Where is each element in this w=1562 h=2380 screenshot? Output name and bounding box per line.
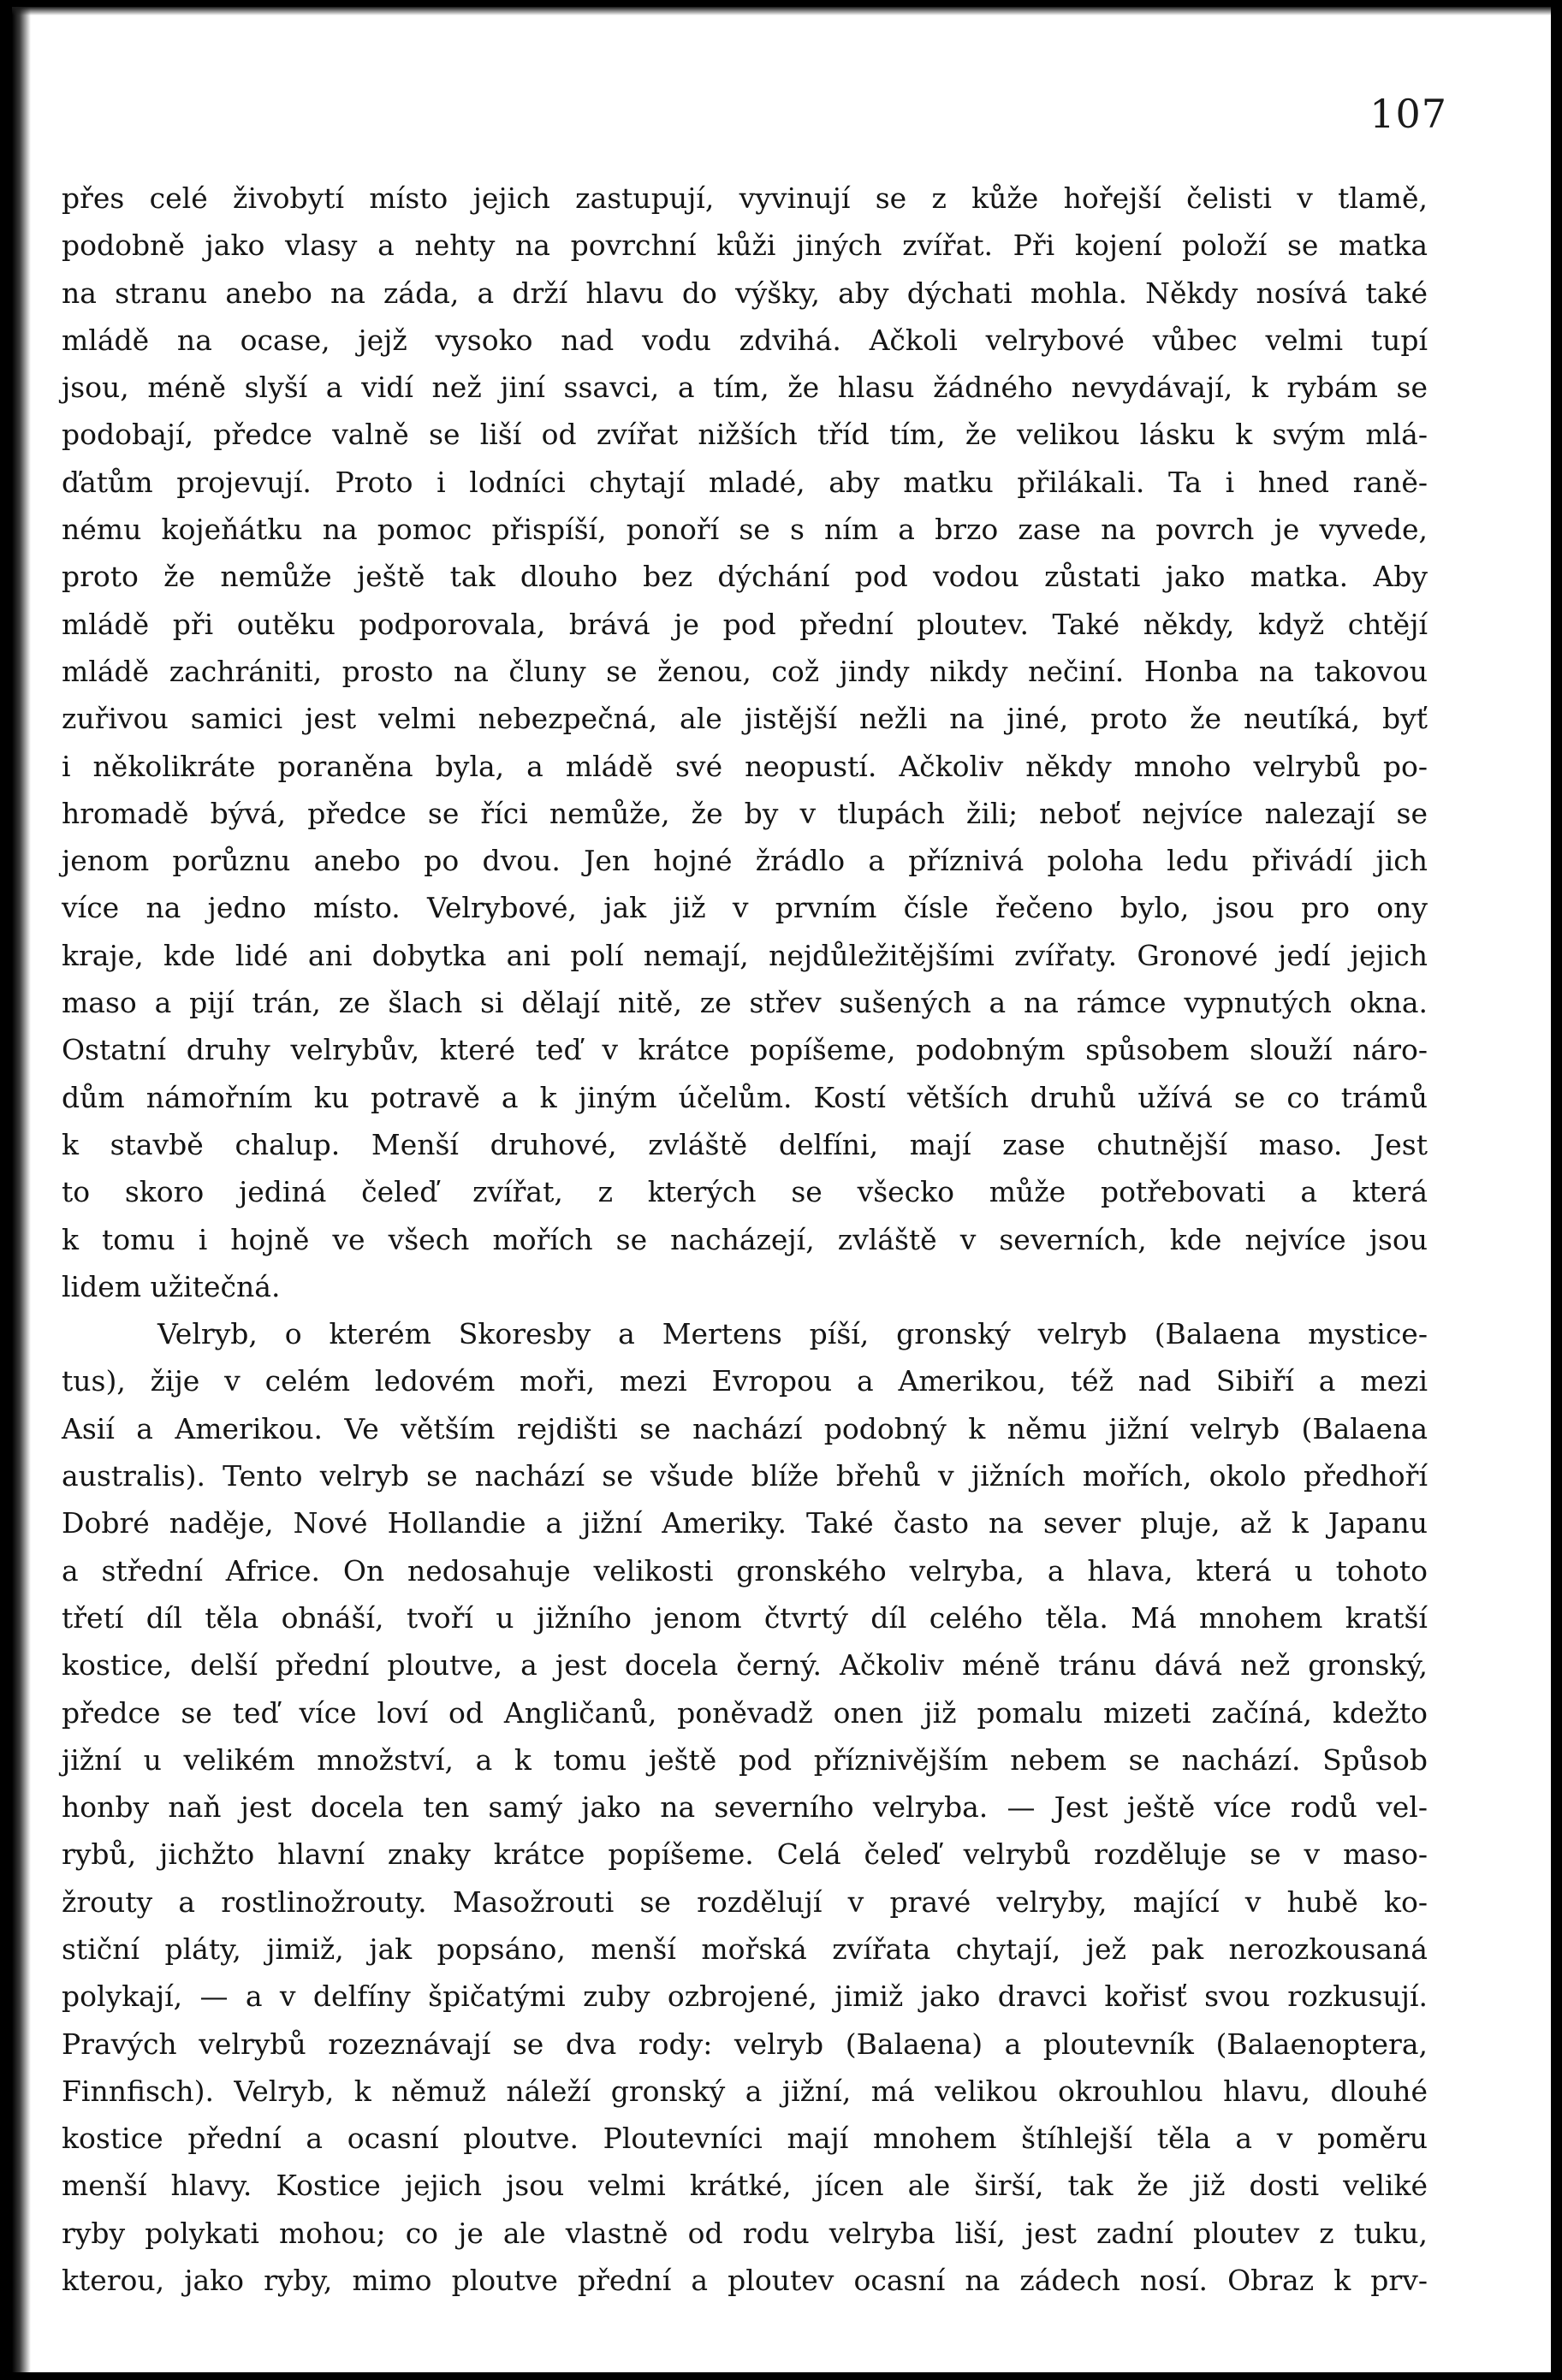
text-line: mládě při outěku podporovala, brává je pod přední ploutev. Také někdy, když chtějí [62,607,1428,641]
text-line: i několikráte poraněna byla, a mládě své neopustí. Ačkoliv někdy mnoho velrybů po- [62,749,1428,783]
text-line: a střední Africe. On nedosahuje velikosti gronského velryba, a hlava, která u tohoto [62,1553,1428,1588]
text-line: zuřivou samici jest velmi nebezpečná, ale jistější nežli na jiné, proto že neutíká, byť [62,702,1428,736]
text-line: rybů, jichžto hlavní znaky krátce popíšeme. Celá čeleď velrybů rozděluje se v maso- [62,1837,1428,1872]
text-line: menší hlavy. Kostice jejich jsou velmi krátké, jícen ale širší, tak že již dosti veliké [62,2169,1428,2203]
text-line: žrouty a rostlinožrouty. Masožrouti se rozdělují v pravé velryby, mající v hubě ko- [62,1884,1428,1919]
text-line: mládě zachrániti, prosto na čluny se ženou, což jindy nikdy nečiní. Honba na takovou [62,654,1428,688]
text-line: Dobré naděje, Nové Hollandie a jižní Ameriky. Také často na sever pluje, až k Japanu [62,1506,1428,1540]
text-line: kostice přední a ocasní ploutve. Ploutevníci mají mnohem štíhlejší těla a v poměru [62,2122,1428,2156]
text-line: kostice, delší přední ploutve, a jest docela černý. Ačkoliv méně tránu dává než gronský, [62,1648,1428,1683]
text-line: jsou, méně slyší a vidí než jiní ssavci, a tím, že hlasu žádného nevydávají, k rybám se [62,371,1428,405]
text-line: přes celé živobytí místo jejich zastupují, vyvinují se z kůže hořejší čelisti v tlamě, [62,181,1428,215]
text-line: tus), žije v celém ledovém moři, mezi Evropou a Amerikou, též nad Sibiří a mezi [62,1364,1428,1398]
text-line: kraje, kde lidé ani dobytka ani polí nemají, nejdůležitějšími zvířaty. Gronové jedí jejich [62,938,1428,972]
text-line: lidem užitečná. [62,1269,281,1303]
body-text [62,175,1428,2304]
text-line: nému kojeňátku na pomoc přispíší, ponoří se s ním a brzo zase na povrch je vyvede, [62,513,1428,547]
text-line: Finnfisch). Velryb, k němuž náleží gronský a jižní, má velikou okrouhlou hlavu, dlouhé [62,2074,1428,2108]
text-line: na stranu anebo na záda, a drží hlavu do výšky, aby dýchati mohla. Někdy nosívá také [62,276,1428,310]
text-line: Velryb, o kterém Skoresby a Mertens píší, gronský velryb (Balaena mystice- [157,1317,1428,1351]
text-line: předce se teď více loví od Angličanů, poněvadž onen již pomalu mizeti začíná, kdežto [62,1695,1428,1730]
text-line: jenom porůznu anebo po dvou. Jen hojné žrádlo a příznivá poloha ledu přivádí jich [62,844,1428,878]
text-line: Asií a Amerikou. Ve větším rejdišti se nachází podobný k němu jižní velryb (Balaena [62,1411,1428,1445]
scan-edge-shadow [12,7,31,2372]
text-line: hromadě bývá, předce se říci nemůže, že by v tlupách žili; neboť nejvíce nalezají se [62,796,1428,830]
text-line: maso a pijí trán, ze šlach si dělají nitě, ze střev sušených a na rámce vypnutých okna. [62,986,1428,1020]
text-line: třetí díl těla obnáší, tvoří u jižního jenom čtvrtý díl celého těla. Má mnohem kratší [62,1600,1428,1635]
text-line: více na jedno místo. Velrybové, jak již v prvním čísle řečeno bylo, jsou pro ony [62,891,1428,925]
text-line: dům námořním ku potravě a k jiným účelům. Kostí větších druhů užívá se co trámů [62,1080,1428,1114]
text-line: kterou, jako ryby, mimo ploutve přední a ploutev ocasní na zádech nosí. Obraz k prv- [62,2264,1428,2298]
page-number: 107 [1369,91,1447,137]
text-line: proto že nemůže ještě tak dlouho bez dýchání pod vodou zůstati jako matka. Aby [62,560,1428,594]
scan-top-shadow [12,7,1551,15]
text-line: k stavbě chalup. Menší druhové, zvláště delfíni, mají zase chutnější maso. Jest [62,1127,1428,1161]
text-line: k tomu i hojně ve všech mořích se nacházejí, zvláště v severních, kde nejvíce jsou [62,1222,1428,1256]
text-line: Pravých velrybů rozeznávají se dva rody: velryb (Balaena) a ploutevník (Balaenoptera, [62,2027,1428,2061]
text-line: jižní u velikém množství, a k tomu ještě pod příznivějším nebem se nachází. Spůsob [62,1742,1428,1777]
text-line: to skoro jediná čeleď zvířat, z kterých se všecko může potřebovati a která [62,1175,1428,1209]
text-line: ryby polykati mohou; co je ale vlastně od rodu velryba liší, jest zadní ploutev z tuku, [62,2216,1428,2250]
text-line: podobají, předce valně se liší od zvířat nižších tříd tím, že velikou lásku k svým mlá- [62,418,1428,452]
text-line: mládě na ocase, jejž vysoko nad vodu zdvihá. Ačkoli velrybové vůbec velmi tupí [62,323,1428,357]
text-line: polykají, — a v delfíny špičatými zuby ozbrojené, jimiž jako dravci kořisť svou rozkusují. [62,1979,1428,2014]
text-line: Ostatní druhy velrybův, které teď v krátce popíšeme, podobným spůsobem slouží náro- [62,1033,1428,1067]
text-line: honby naň jest docela ten samý jako na severního velryba. — Jest ještě více rodů vel- [62,1790,1428,1825]
text-line: australis). Tento velryb se nachází se všude blíže břehů v jižních mořích, okolo předhoří [62,1459,1428,1493]
text-line: podobně jako vlasy a nehty na povrchní kůži jiných zvířat. Při kojení položí se matka [62,229,1428,263]
text-line: stiční pláty, jimiž, jak popsáno, menší mořská zvířata chytají, jež pak nerozkousaná [62,1932,1428,1966]
text-line: ďatům projevují. Proto i lodníci chytají mladé, aby matku přilákali. Ta i hned raně- [62,465,1428,499]
book-page [12,7,1551,2372]
